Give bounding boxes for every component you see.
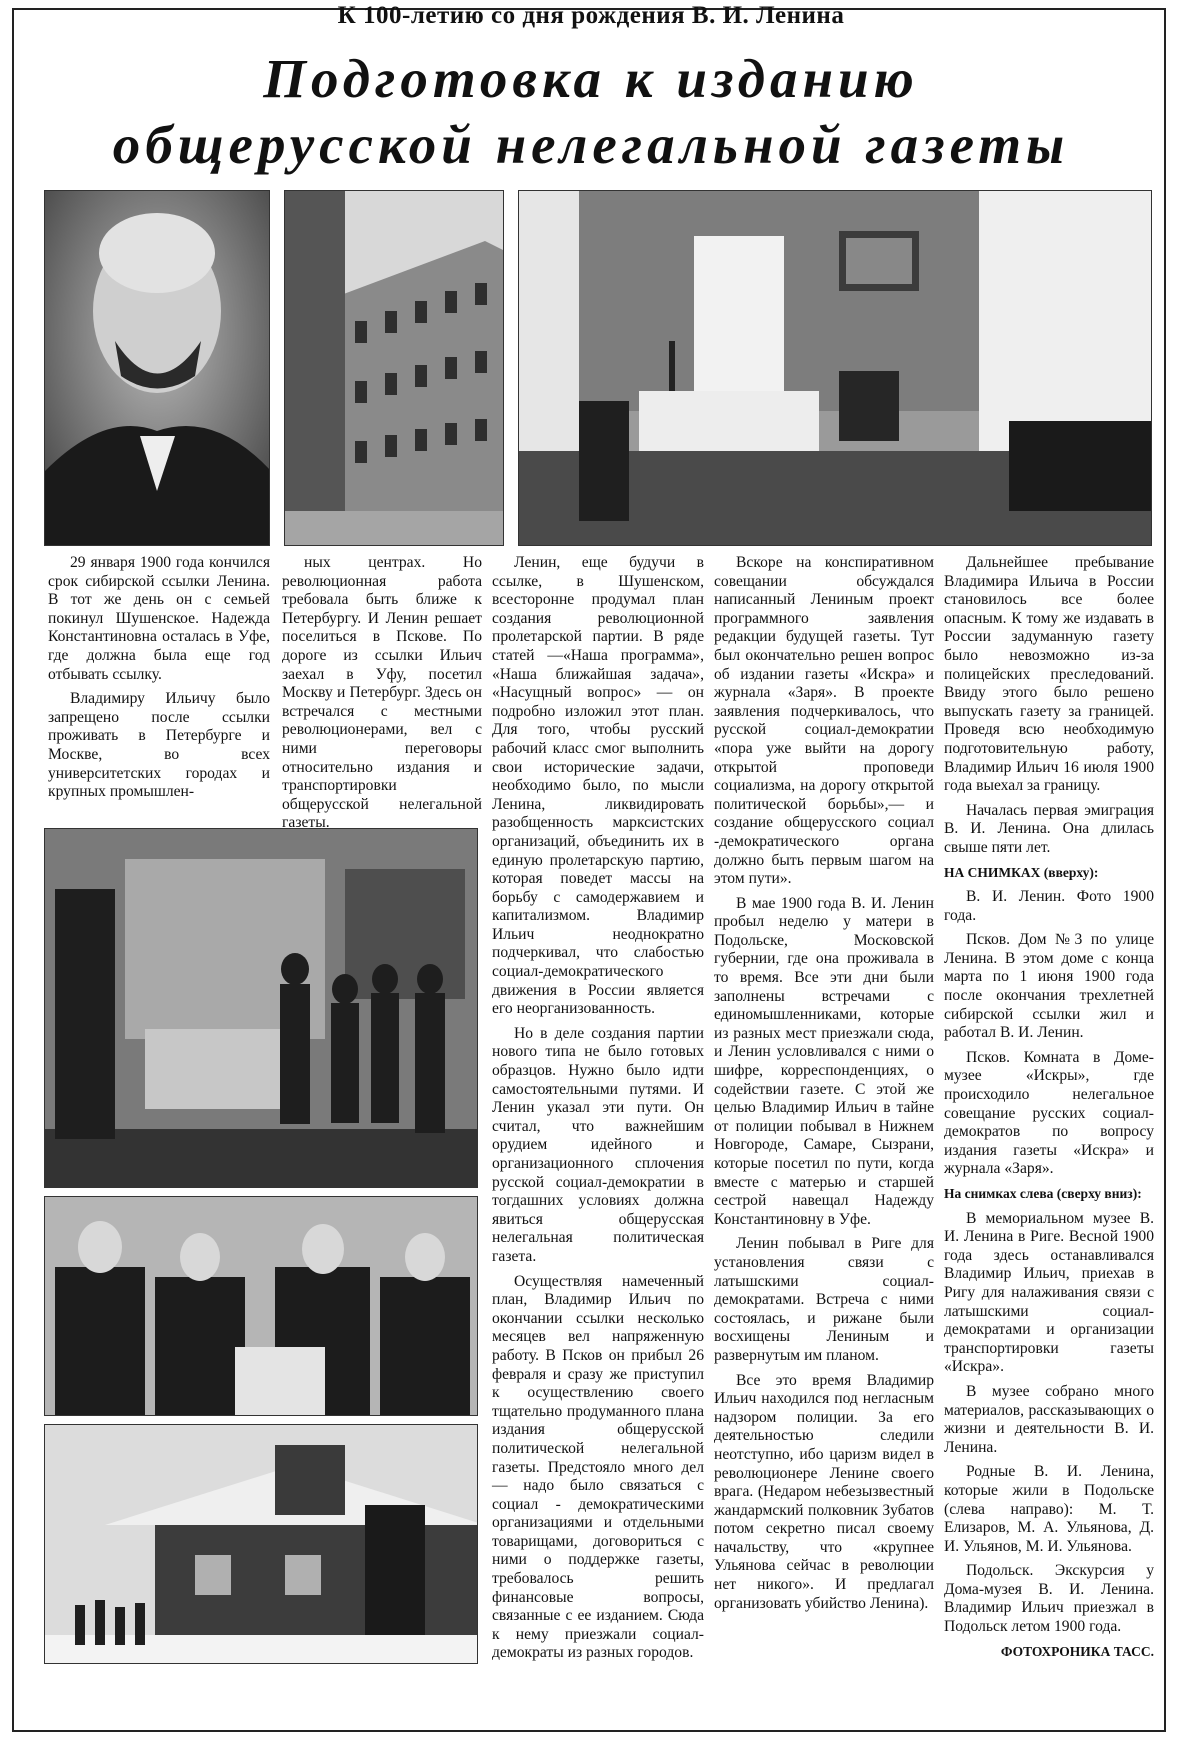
photo-riga-museum bbox=[44, 828, 478, 1188]
headline-line-2: общерусской нелегальной газеты bbox=[112, 114, 1070, 175]
caption: Псков. Дом №3 по улице Ленина. В этом доме с конца марта по 1 июня 1900 года после окончания трехлетней сибирской ссылки жил и работал В. И. Ленин. bbox=[944, 931, 1154, 1042]
article-column-5 bbox=[944, 554, 1154, 1667]
paragraph: Вскоре на конспиративном совещании обсуждался написанный Лениным проект программного заявления редакции будущей газеты. Тут был окончательно решен вопрос об издании газеты «Искра» и журнала «Заря». В проекте заявления подчеркивалось, что русской социал-демократии «пора уже выйти на дорогу открытой проповеди социализма, на дорогу открытой политической борьбы»,— и создание общерусского социал -демократического органа должно быть первым шагом на этом пути». bbox=[714, 554, 934, 888]
headline-line-1: Подготовка к изданию bbox=[263, 48, 919, 109]
article-column-4 bbox=[714, 554, 934, 1619]
captions-heading-top: НА СНИМКАХ (вверху): bbox=[944, 864, 1099, 880]
paragraph: Все это время Владимир Ильич находился под негласным надзором полиции. За его деятельностью следили неотступно, ибо царизм видел в революционере Ленине своего врага. (Недаром небезызвестный жандармский полковник Зубатов потом секретно писал своему начальству, что «крупнее Ульянова сейчас в революции нет никого». И предлагал организовать убийство Ленина). bbox=[714, 1371, 934, 1612]
caption: В мемориальном музее В. И. Ленина в Риге. Весной 1900 года здесь останавливался Владимир Ильич, приехав в Ригу для налаживания связи с латышскими социал-демократами и организации транспортировки газеты «Искра». bbox=[944, 1209, 1154, 1376]
photo-iskra-room bbox=[518, 190, 1152, 546]
photo-lenin-portrait bbox=[44, 190, 270, 546]
paragraph: Осуществляя намеченный план, Владимир Ильич по окончании ссылки несколько месяцев вел напряженную работу. В Псков он прибыл 26 февраля и сразу же приступил к осуществлению своего тщательно продуманного плана издания общерусской политической нелегальной газеты. Предстояло много дел — надо было связаться с социал - демократическими организациями и отдельными товарищами, договориться с ними о поддержке газеты, требовалось решить финансовые вопросы, связанные с ее изданием. Сюда к нему приезжали социал-демократы из разных городов. bbox=[492, 1272, 704, 1662]
anniversary-kicker: К 100-летию со дня рождения В. И. Ленина bbox=[337, 2, 845, 29]
paragraph: 29 января 1900 года кончился срок сибирской ссылки Ленина. В тот же день он с семьей покинул Шушенское. Надежда Константиновна осталась в Уфе, где должна была еще год отбывать ссылку. bbox=[48, 554, 270, 683]
caption: Псков. Комната в Доме-музее «Искры», где происходило нелегальное совещание русских социал-демократов по вопросу издания газеты «Искра» и журнала «Заря». bbox=[944, 1048, 1154, 1178]
caption: Подольск. Экскурсия у Дома-музея В. И. Ленина. Владимир Ильич приезжал в Подольск летом 1900 года. bbox=[944, 1562, 1154, 1636]
paragraph: В мае 1900 года В. И. Ленин пробыл неделю у матери в Подольске, Московской губернии, где она проживала в то время. Все эти дни были заполнены встречами с единомышленниками, которые из разных мест приезжали сюда, и Ленин условливался с ними о шифре, корреспонденциях, о содействии газете. С этой же целью Владимир Ильич в тайне от полиции побывал в Нижнем Новгороде, Самаре, Сызрани, которые посетил по пути, когда вместе с матерью и старшей сестрой навещал Надежду Константиновну в Уфе. bbox=[714, 894, 934, 1228]
paragraph: Владимиру Ильичу было запрещено после ссылки проживать в Петербурге и Москве, во всех университетских городах и крупных промышлен- bbox=[48, 690, 270, 801]
paragraph: Но в деле создания партии нового типа не было готовых образцов. Нужно было идти самостоятельными путями. И Ленин указал эти пути. Он считал, что важнейшим орудием идейного и организационного сплочения русской социал-демократии в тогдашних условиях должна явиться общерусская нелегальная политическая газета. bbox=[492, 1024, 704, 1265]
caption: Родные В. И. Ленина, которые жили в Подольске (слева направо): М. Т. Елизаров, М. А. Ульянова, Д. И. Ульянов, М. И. Ульянова. bbox=[944, 1463, 1154, 1555]
caption: В музее собрано много материалов, рассказывающих о жизни и деятельности В. И. Ленина. bbox=[944, 1382, 1154, 1456]
photo-credit: ФОТОХРОНИКА ТАСС. bbox=[1000, 1643, 1154, 1659]
photo-lenin-relatives bbox=[44, 1196, 478, 1416]
paragraph: Началась первая эмиграция В. И. Ленина. Она длилась свыше пяти лет. bbox=[944, 801, 1154, 856]
photo-pskov-house bbox=[284, 190, 504, 546]
article-column-2 bbox=[282, 554, 482, 839]
article-column-1 bbox=[48, 554, 270, 808]
caption: В. И. Ленин. Фото 1900 года. bbox=[944, 888, 1154, 924]
photo-podolsk-house bbox=[44, 1424, 478, 1664]
captions-heading-left: На снимках слева (сверху вниз): bbox=[944, 1186, 1142, 1201]
paragraph: Ленин побывал в Риге для установления связи с латышскими социал-демократами. Встреча с ними состоялась, и рижане были восхищены Лениным и развернутым им планом. bbox=[714, 1235, 934, 1364]
paragraph: ных центрах. Но революционная работа требовала быть ближе к Петербургу. И Ленин решает поселиться в Пскове. По дороге из ссылки Ильич заехал в Уфу, посетил Москву и Петербург. Здесь он встречался с местными революционерами, вел с ними переговоры относительно издания и транспортировки общерусской нелегальной газеты. bbox=[282, 554, 482, 832]
article-headline bbox=[0, 46, 1182, 178]
article-column-3 bbox=[492, 554, 704, 1669]
paragraph: Ленин, еще будучи в ссылке, в Шушенском, всесторонне продумал план создания революционной пролетарской партии. В ряде статей —«Наша программа», «Наша ближайшая задача», «Насущный вопрос» — он подробно изложил этот план. Для того, чтобы русский рабочий класс смог выполнить свои исторические задачи, необходимо было, по мысли Ленина, ликвидировать разобщенность марксистских организаций, объединить их в единую пролетарскую партию, которая поведет массы на борьбу с самодержавием и капитализмом. Владимир Ильич неоднократно подчеркивал, что слабостью социал-демократического движения в России является его неорганизованность. bbox=[492, 554, 704, 1018]
paragraph: Дальнейшее пребывание Владимира Ильича в России становилось все более опасным. К тому же издавать в России задуманную газету было невозможно из-за полицейских преследований. Ввиду этого было решено выпускать газету за границей. Проведя всю необходимую подготовительную работу, Владимир Ильич 16 июля 1900 года выехал за границу. bbox=[944, 554, 1154, 795]
